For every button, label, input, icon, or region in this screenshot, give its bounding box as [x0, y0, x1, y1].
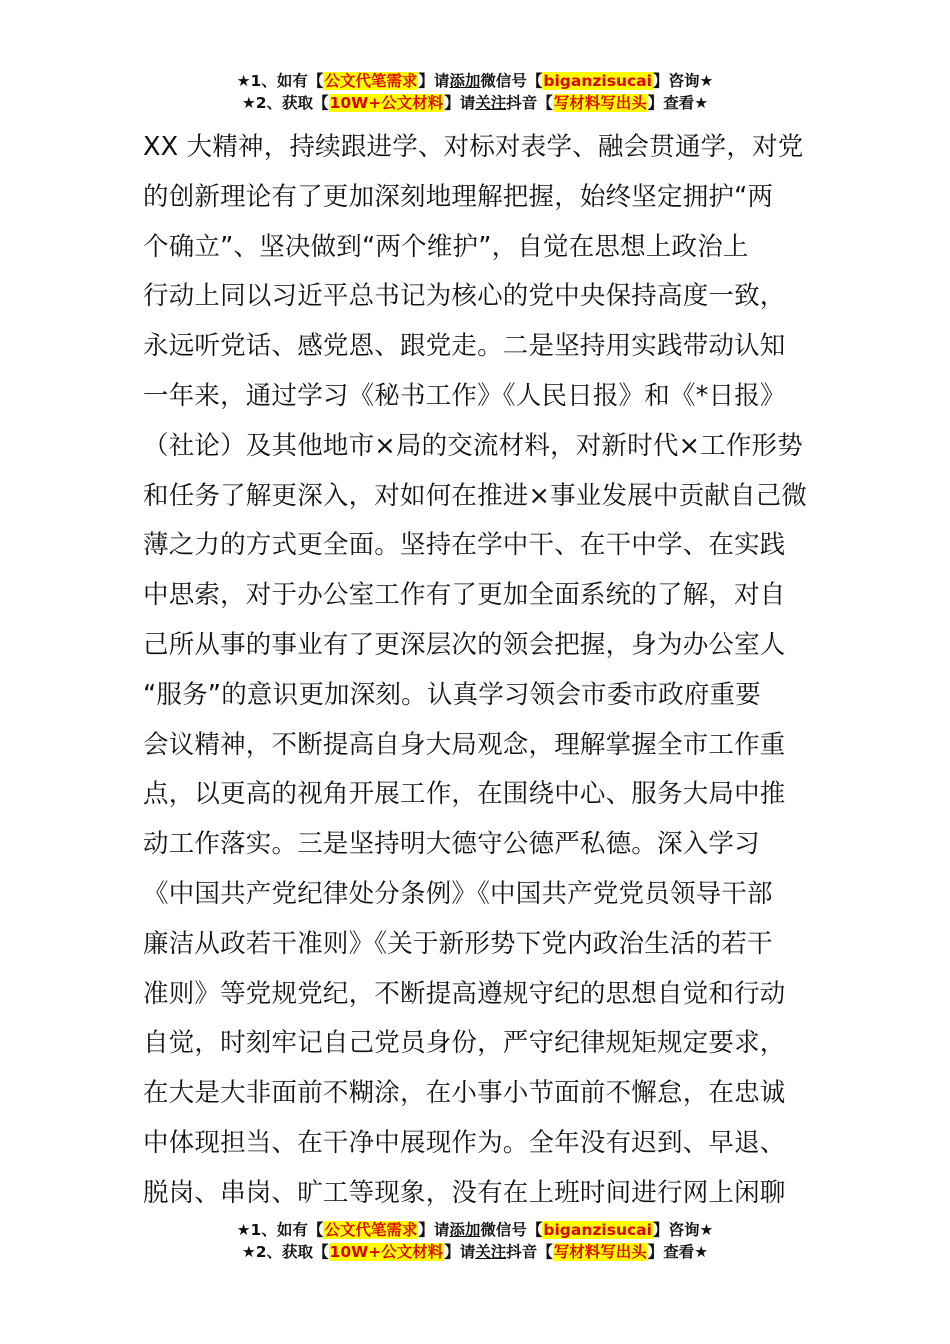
- body-line: 中体现担当、在干净中展现作为。全年没有迟到、早退、: [143, 1127, 786, 1158]
- body-line: 己所从事的事业有了更深层次的领会把握，身为办公室人: [143, 629, 786, 660]
- banner-text: 抖音【: [506, 1243, 553, 1261]
- body-line: 薄之力的方式更全面。坚持在学中干、在干中学、在实践: [143, 530, 786, 561]
- body-line: 脱岗、串岗、旷工等现象，没有在上班时间进行网上闲聊: [143, 1177, 786, 1208]
- banner-line-1: [0, 1219, 950, 1241]
- body-line: 廉洁从政若干准则》《关于新形势下党内政治生活的若干: [143, 928, 773, 959]
- highlight-service: 公文代笔需求: [324, 1221, 418, 1239]
- body-line: 自觉，时刻牢记自己党员身份，严守纪律规矩规定要求，: [143, 1028, 786, 1059]
- body-line: 和任务了解更深入，对如何在推进×事业发展中贡献自己微: [143, 480, 808, 511]
- highlight-service: 公文代笔需求: [324, 72, 418, 90]
- body-line: “服务”的意识更加深刻。认真学习领会市委市政府重要: [143, 679, 761, 710]
- body-line: （社论）及其他地市×局的交流材料，对新时代×工作形势: [143, 430, 803, 461]
- highlight-wechat-id: biganzisucai: [543, 72, 652, 90]
- banner-text: ★1、如有【: [236, 72, 324, 90]
- footer-banner: [0, 1219, 950, 1263]
- banner-text: 微信号【: [480, 72, 543, 90]
- body-line: 准则》等党规党纪，不断提高遵规守纪的思想自觉和行动: [143, 978, 786, 1009]
- highlight-wechat-id: biganzisucai: [543, 1221, 652, 1239]
- body-line: 行动上同以习近平总书记为核心的党中央保持高度一致，: [143, 281, 786, 312]
- banner-text: 】咨询★: [652, 1221, 714, 1239]
- body-line: 永远听党话、感党恩、跟党走。二是坚持用实践带动认知: [143, 331, 786, 362]
- banner-underlined-text: 添加: [449, 72, 481, 90]
- banner-text: 】查看★: [647, 1243, 709, 1261]
- banner-underlined-text: 关注: [475, 94, 507, 112]
- highlight-materials: 10W+公文材料: [329, 94, 444, 112]
- body-line: 在大是大非面前不糊涂，在小事小节面前不懈怠，在忠诚: [143, 1078, 786, 1109]
- body-line: 一年来，通过学习《秘书工作》《人民日报》和《*日报》: [143, 380, 786, 411]
- banner-underlined-text: 添加: [449, 1221, 481, 1239]
- body-line: 点，以更高的视角开展工作，在围绕中心、服务大局中推: [143, 779, 786, 810]
- banner-text: ★2、获取【: [241, 1243, 329, 1261]
- banner-text: 】请: [418, 72, 450, 90]
- banner-text: ★2、获取【: [241, 94, 329, 112]
- body-line: 的创新理论有了更加深刻地理解把握，始终坚定拥护“两: [143, 181, 774, 212]
- highlight-douyin-account: 写材料写出头: [553, 1243, 647, 1261]
- banner-text: 】请: [418, 1221, 450, 1239]
- banner-text: 】查看★: [647, 94, 709, 112]
- body-line: 《中国共产党纪律处分条例》《中国共产党党员领导干部: [143, 878, 773, 909]
- body-line: 个确立”、坚决做到“两个维护”，自觉在思想上政治上: [143, 231, 749, 262]
- banner-text: 抖音【: [506, 94, 553, 112]
- banner-text: 】咨询★: [652, 72, 714, 90]
- banner-line-2: [0, 1241, 950, 1263]
- banner-text: 】请: [444, 1243, 476, 1261]
- body-line: 会议精神，不断提高自身大局观念，理解掌握全市工作重: [143, 729, 786, 760]
- document-body: [143, 123, 813, 1219]
- banner-line-1: [0, 70, 950, 92]
- banner-text: 微信号【: [480, 1221, 543, 1239]
- banner-text: ★1、如有【: [236, 1221, 324, 1239]
- body-line: 动工作落实。三是坚持明大德守公德严私德。深入学习: [143, 829, 760, 860]
- banner-underlined-text: 关注: [475, 1243, 507, 1261]
- header-banner: [0, 70, 950, 114]
- banner-line-2: [0, 92, 950, 114]
- banner-text: 】请: [444, 94, 476, 112]
- highlight-materials: 10W+公文材料: [329, 1243, 444, 1261]
- highlight-douyin-account: 写材料写出头: [553, 94, 647, 112]
- body-line: XX 大精神，持续跟进学、对标对表学、融会贯通学，对党: [143, 132, 804, 162]
- body-line: 中思索，对于办公室工作有了更加全面系统的了解，对自: [143, 580, 786, 611]
